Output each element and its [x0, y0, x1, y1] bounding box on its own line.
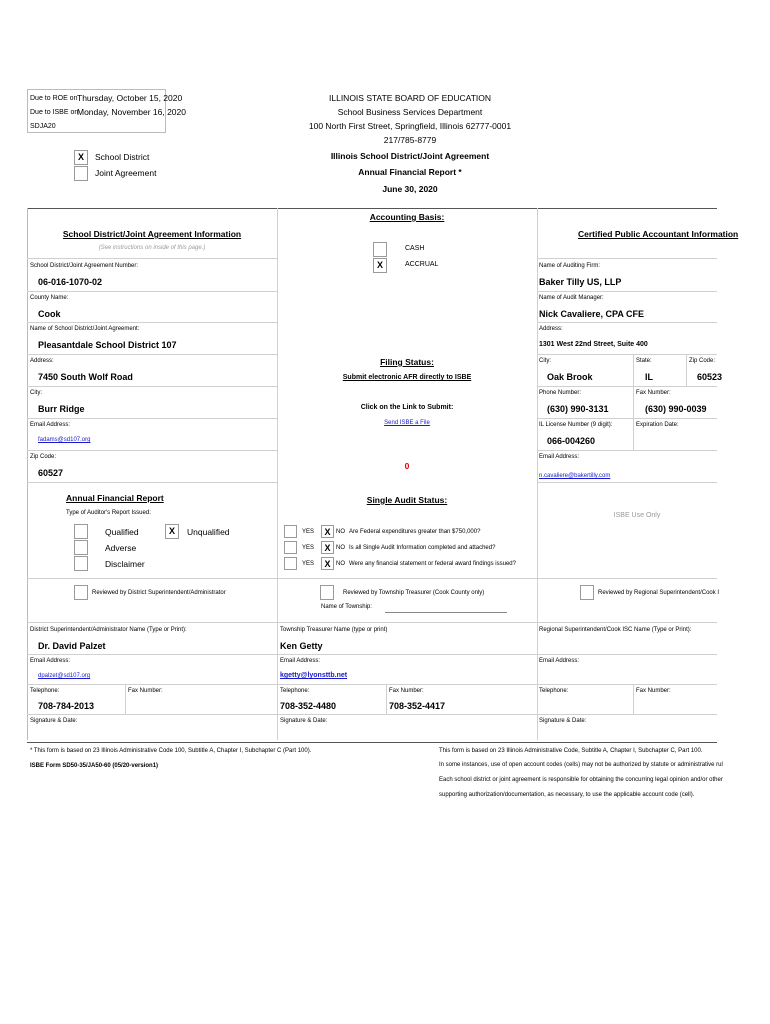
- filing-subtitle: Submit electronic AFR directly to ISBE: [342, 374, 472, 381]
- accrual-label: ACCRUAL: [405, 261, 439, 268]
- cpa-section-title: Certified Public Accountant Information: [578, 229, 739, 239]
- reg-fax-label: Fax Number:: [636, 688, 671, 694]
- row-sep: [27, 354, 277, 355]
- row-sep: [27, 578, 717, 579]
- district-instructions: (See instructions on inside of this page.): [98, 245, 206, 251]
- q3-no-checkbox[interactable]: X: [321, 557, 334, 570]
- license-label: IL License Number (9 digit):: [539, 422, 613, 428]
- tre-name-label: Township Treasurer Name (type or print): [280, 627, 388, 633]
- joint-agreement-checkbox[interactable]: [74, 166, 88, 181]
- q2-no-checkbox[interactable]: X: [321, 541, 334, 554]
- row-sep: [537, 386, 717, 387]
- cpa-phone-label: Phone Number:: [539, 390, 582, 396]
- cell-sep: [386, 684, 387, 714]
- reg-name-label: Regional Superintendent/Cook ISC Name (Type or Print):: [539, 627, 692, 633]
- sup-phone[interactable]: 708-784-2013: [38, 701, 95, 711]
- tre-email-link[interactable]: kgetty@lyonsttb.net: [280, 672, 348, 679]
- row-sep: [27, 684, 717, 685]
- divider-2: [537, 208, 538, 740]
- bottom-rule: [27, 742, 717, 743]
- firm-label: Name of Auditing Firm:: [539, 263, 601, 269]
- expiration-label: Expiration Date:: [636, 422, 679, 428]
- tre-fax-label: Fax Number:: [389, 688, 424, 694]
- report-subtitle: Annual Financial Report *: [358, 167, 462, 177]
- q1-yes-label: YES: [302, 529, 315, 535]
- county-value[interactable]: Cook: [38, 309, 61, 319]
- row-sep: [537, 450, 717, 451]
- adverse-label: Adverse: [105, 543, 137, 553]
- sup-reviewed-checkbox[interactable]: [74, 585, 88, 600]
- tre-phone-label: Telephone:: [280, 688, 310, 694]
- header-address: 100 North First Street, Springfield, Illinois 62777-0001: [308, 121, 512, 131]
- cell-sep: [686, 354, 687, 386]
- top-rule: [27, 208, 717, 209]
- due-isbe-date: Monday, November 16, 2020: [77, 107, 186, 117]
- divider-1: [277, 208, 278, 740]
- row-sep: [537, 354, 717, 355]
- footer-right-3: Each school district or joint agreement is responsible for obtaining the concurring legal opinion and/or other: [439, 777, 723, 783]
- manager-name[interactable]: Nick Cavaliere, CPA CFE: [539, 309, 645, 319]
- send-isbe-link[interactable]: Send ISBE a File: [384, 420, 430, 426]
- district-section-title: School District/Joint Agreement Information: [62, 229, 242, 239]
- reg-phone-label: Telephone:: [539, 688, 569, 694]
- cpa-phone[interactable]: (630) 990-3131: [547, 404, 609, 414]
- school-district-label: School District: [95, 152, 150, 162]
- row-sep: [27, 654, 717, 655]
- cash-checkbox[interactable]: [373, 242, 387, 257]
- single-audit-title: Single Audit Status:: [366, 495, 448, 505]
- district-email-link[interactable]: fadams@sd107.org: [38, 437, 91, 443]
- footer-right-1: This form is based on 23 Illinois Administrative Code, Subtitle A, Chapter I, Subchapter C, Part 100.: [439, 748, 703, 754]
- row-sep: [537, 418, 717, 419]
- header-agency: ILLINOIS STATE BOARD OF EDUCATION: [329, 93, 491, 103]
- tre-phone[interactable]: 708-352-4480: [280, 701, 337, 711]
- township-label: Name of Township:: [321, 604, 372, 610]
- township-input[interactable]: [385, 612, 507, 613]
- tre-signature-label: Signature & Date:: [280, 718, 328, 724]
- sup-name[interactable]: Dr. David Palzet: [38, 641, 106, 651]
- cpa-fax[interactable]: (630) 990-0039: [645, 404, 707, 414]
- q1-no-label: NO: [336, 529, 345, 535]
- row-sep: [537, 258, 717, 259]
- filing-title: Filing Status:: [380, 357, 434, 367]
- treasurer-reviewed-label: Reviewed by Township Treasurer (Cook County only): [343, 590, 485, 596]
- district-address-label: Address:: [30, 358, 54, 364]
- district-address[interactable]: 7450 South Wolf Road: [38, 372, 133, 382]
- district-email-label: Email Address:: [30, 422, 71, 428]
- cell-sep: [633, 684, 634, 714]
- row-sep: [27, 258, 277, 259]
- footer-note: * This form is based on 23 Illinois Administrative Code 100, Subtitle A, Chapter I, Subchapter C (Part 100).: [30, 748, 312, 754]
- click-label: Click on the Link to Submit:: [360, 404, 454, 411]
- unqualified-checkbox[interactable]: X: [165, 524, 179, 539]
- sup-fax-label: Fax Number:: [128, 688, 163, 694]
- afr-title: Annual Financial Report: [66, 493, 164, 503]
- sup-name-label: District Superintendent/Administrator Name (Type or Print):: [30, 627, 187, 633]
- cpa-city[interactable]: Oak Brook: [547, 372, 593, 382]
- joint-agreement-label: Joint Agreement: [95, 168, 157, 178]
- cpa-state-label: State:: [636, 358, 652, 364]
- district-number-label: School District/Joint Agreement Number:: [30, 263, 139, 269]
- q3-text: Were any financial statement or federal award findings issued?: [349, 561, 516, 567]
- qualified-label: Qualified: [105, 527, 139, 537]
- sup-email-link[interactable]: dpalzet@sd107.org: [38, 673, 91, 679]
- accounting-title: Accounting Basis:: [369, 212, 445, 222]
- report-title: Illinois School District/Joint Agreement: [330, 151, 490, 161]
- sup-reviewed-label: Reviewed by District Superintendent/Administrator: [92, 590, 226, 596]
- due-roe-date: Thursday, October 15, 2020: [77, 93, 183, 103]
- cpa-address-label: Address:: [539, 326, 563, 332]
- firm-name[interactable]: Baker Tilly US, LLP: [539, 277, 622, 287]
- cpa-fax-label: Fax Number:: [636, 390, 671, 396]
- district-name-label: Name of School District/Joint Agreement:: [30, 326, 140, 332]
- q1-yes-checkbox[interactable]: [284, 525, 297, 538]
- left-rule: [27, 208, 28, 740]
- license-number[interactable]: 066-004260: [547, 436, 596, 446]
- district-name[interactable]: Pleasantdale School District 107: [38, 340, 177, 350]
- row-sep: [537, 291, 717, 292]
- q2-text: Is all Single Audit Information completed and attached?: [349, 545, 496, 551]
- row-sep: [537, 482, 717, 483]
- county-label: County Name:: [30, 295, 69, 301]
- district-number[interactable]: 06-016-1070-02: [38, 277, 103, 287]
- report-date: June 30, 2020: [382, 184, 438, 194]
- cell-sep: [633, 418, 634, 450]
- disclaimer-label: Disclaimer: [105, 559, 145, 569]
- district-zip-label: Zip Code:: [30, 454, 57, 460]
- row-sep: [27, 714, 717, 715]
- row-sep: [27, 482, 277, 483]
- q3-yes-checkbox[interactable]: [284, 557, 297, 570]
- form-code: SDJA20: [30, 123, 56, 130]
- district-city-label: City:: [30, 390, 42, 396]
- unqualified-label: Unqualified: [187, 527, 230, 537]
- q2-no-label: NO: [336, 545, 345, 551]
- q2-yes-checkbox[interactable]: [284, 541, 297, 554]
- header-phone: 217/785-8779: [383, 135, 437, 145]
- treasurer-reviewed-checkbox[interactable]: [320, 585, 334, 600]
- header-dept: School Business Services Department: [337, 107, 483, 117]
- tre-email-label: Email Address:: [280, 658, 321, 664]
- isbe-use-only: ISBE Use Only: [613, 512, 661, 519]
- district-zip[interactable]: 60527: [38, 468, 64, 478]
- adverse-checkbox[interactable]: [74, 540, 88, 555]
- report-type-label: Type of Auditor's Report Issued:: [66, 510, 151, 516]
- tre-name[interactable]: Ken Getty: [280, 641, 323, 651]
- regional-reviewed-checkbox[interactable]: [580, 585, 594, 600]
- sup-phone-label: Telephone:: [30, 688, 60, 694]
- disclaimer-checkbox[interactable]: [74, 556, 88, 571]
- row-sep: [27, 291, 277, 292]
- row-sep: [27, 386, 277, 387]
- sup-email-label: Email Address:: [30, 658, 71, 664]
- cpa-email-link[interactable]: n.cavaliere@bakertilly.com: [539, 473, 611, 479]
- q3-yes-label: YES: [302, 561, 315, 567]
- q2-yes-label: YES: [302, 545, 315, 551]
- error-count: 0: [404, 461, 410, 471]
- cpa-zip[interactable]: 60523: [697, 372, 723, 382]
- row-sep: [27, 322, 277, 323]
- form-number: ISBE Form SD50-35/JA50-60 (05/20-version1): [30, 763, 159, 769]
- row-sep: [27, 622, 717, 623]
- regional-reviewed-label: Reviewed by Regional Superintendent/Cook I: [598, 590, 720, 596]
- due-roe-label: Due to ROE on: [30, 95, 78, 102]
- district-city[interactable]: Burr Ridge: [38, 404, 85, 414]
- q1-text: Are Federal expenditures greater than $750,000?: [349, 529, 481, 535]
- cpa-email-label: Email Address:: [539, 454, 580, 460]
- row-sep: [537, 322, 717, 323]
- due-isbe-label: Due to ISBE on: [30, 109, 79, 116]
- cpa-zip-label: Zip Code:: [689, 358, 716, 364]
- tre-fax[interactable]: 708-352-4417: [389, 701, 446, 711]
- accrual-checkbox[interactable]: X: [373, 258, 387, 273]
- row-sep: [27, 418, 277, 419]
- reg-email-label: Email Address:: [539, 658, 580, 664]
- sup-signature-label: Signature & Date:: [30, 718, 78, 724]
- q1-no-checkbox[interactable]: X: [321, 525, 334, 538]
- cell-sep: [125, 684, 126, 714]
- q3-no-label: NO: [336, 561, 345, 567]
- cpa-city-label: City:: [539, 358, 551, 364]
- reg-signature-label: Signature & Date:: [539, 718, 587, 724]
- cpa-address[interactable]: 1301 West 22nd Street, Suite 400: [539, 341, 648, 348]
- cash-label: CASH: [405, 245, 425, 252]
- manager-label: Name of Audit Manager:: [539, 295, 604, 301]
- footer-right-4: supporting authorization/documentation, as necessary, to use the applicable account code (cell).: [439, 792, 695, 798]
- row-sep: [27, 450, 277, 451]
- cpa-state[interactable]: IL: [645, 372, 653, 382]
- footer-right-2: In some instances, use of open account codes (cells) may not be authorized by statute or administrative rul: [439, 762, 723, 768]
- school-district-checkbox[interactable]: X: [74, 150, 88, 165]
- qualified-checkbox[interactable]: [74, 524, 88, 539]
